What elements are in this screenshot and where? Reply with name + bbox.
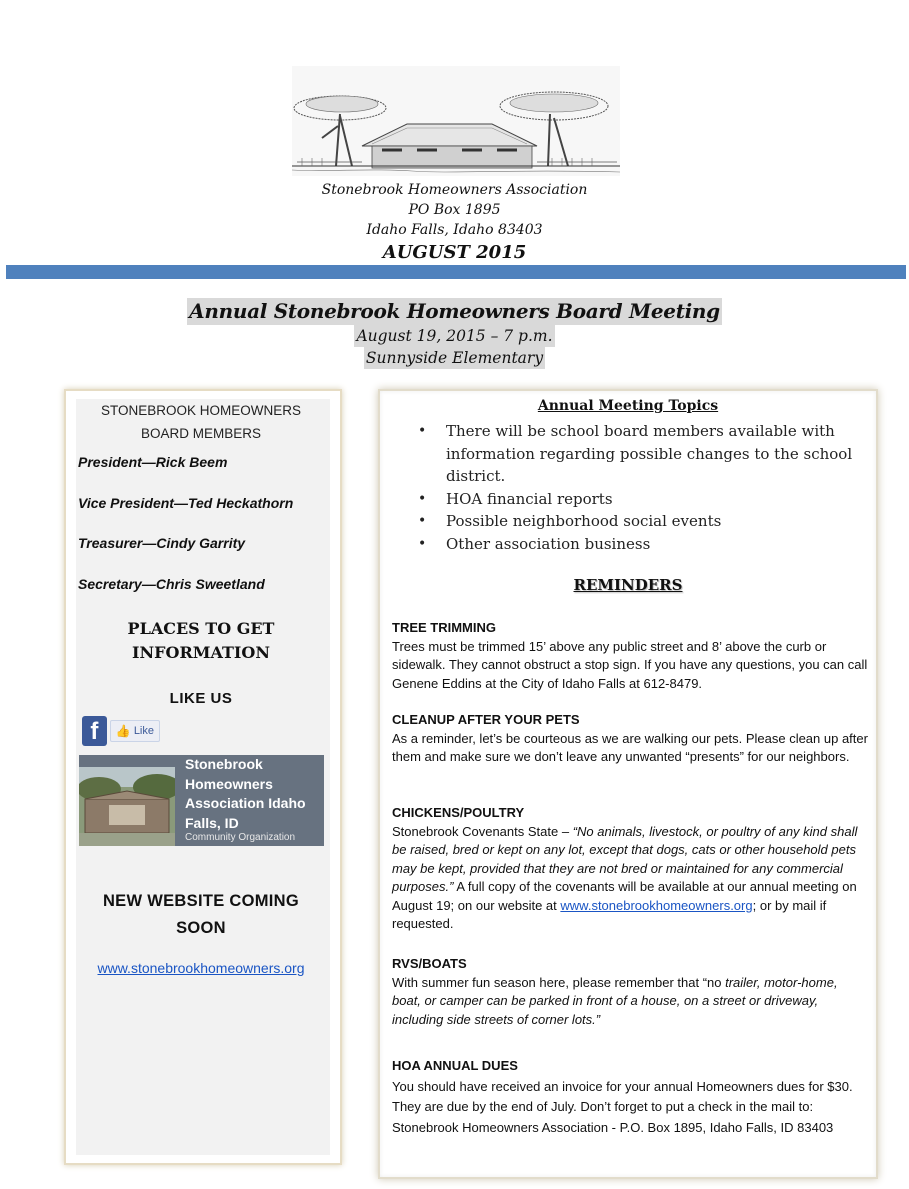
meeting-location: Sunnyside Elementary <box>365 349 544 367</box>
board-members-heading <box>78 399 324 445</box>
reminder-pets <box>392 711 868 767</box>
board-heading-line1: STONEBROOK HOMEOWNERS <box>100 403 302 418</box>
meeting-topics-heading: Annual Meeting Topics <box>537 398 719 414</box>
house-trees-sketch-icon <box>292 66 620 176</box>
facebook-page-category: Community Organization <box>185 832 296 843</box>
new-website-notice <box>78 888 324 942</box>
reminder-chickens <box>392 804 868 934</box>
facebook-like-widget[interactable] <box>82 716 160 746</box>
meeting-title: Annual Stonebrook Homeowners Board Meeting <box>189 299 720 323</box>
newsletter-header <box>0 180 909 266</box>
reminder-hoa-dues <box>392 1056 868 1138</box>
facebook-page-name[interactable]: Stonebrook Homeowners Association Idaho Falls, ID <box>185 756 306 831</box>
meeting-announcement <box>0 298 909 369</box>
website-link[interactable]: www.stonebrookhomeowners.org <box>97 960 305 976</box>
reminder-tree-trimming <box>392 619 868 693</box>
topic-item: • HOA financial reports <box>412 488 867 511</box>
reminder-body: You should have received an invoice for your annual Homeowners dues for $30. They are due by the end of July. Don’t forget to put a check in the mail to: Stonebrook Homeowners Association - P.O. Box 1895, Idaho Falls, ID 83403 <box>392 1078 853 1135</box>
reminders-heading: REMINDERS <box>573 576 683 594</box>
places-to-get-information-heading <box>78 617 324 665</box>
reminder-heading: RVS/BOATS <box>392 956 467 971</box>
reminder-intro: Stonebrook Covenants State – <box>392 823 573 839</box>
officer-vice-president: Vice President—Ted Heckathorn <box>78 495 294 511</box>
like-us-heading: LIKE US <box>169 690 233 707</box>
new-site-line1: NEW WEBSITE COMING <box>102 892 300 910</box>
facebook-icon: f <box>82 716 107 746</box>
reminder-heading: CLEANUP AFTER YOUR PETS <box>392 712 580 727</box>
officer-president: President—Rick Beem <box>78 454 228 470</box>
officer-secretary: Secretary—Chris Sweetland <box>78 576 265 592</box>
community-entrance-photo <box>79 767 175 846</box>
new-site-line2: SOON <box>176 919 226 937</box>
meeting-date: August 19, 2015 – 7 p.m. <box>356 327 553 345</box>
po-box: PO Box 1895 <box>408 202 501 218</box>
reminder-intro: With summer fun season here, please remember that “no <box>392 974 726 990</box>
reminder-rest: A full copy of the covenants will be available at our annual meeting on August 19; on our website at <box>392 879 857 913</box>
city-address: Idaho Falls, Idaho 83403 <box>366 222 543 238</box>
reminder-heading: CHICKENS/POULTRY <box>392 805 525 820</box>
covenants-website-link[interactable]: www.stonebrookhomeowners.org <box>560 897 753 913</box>
like-button[interactable] <box>110 720 160 742</box>
rv-rule-quote: trailer, motor-home, boat, or camper can be parked in front of a house, on a street or driveway, including side streets of corner lots.” <box>392 974 838 1027</box>
reminder-heading: HOA ANNUAL DUES <box>392 1058 518 1073</box>
officer-treasurer: Treasurer—Cindy Garrity <box>78 535 246 551</box>
reminder-heading: TREE TRIMMING <box>392 620 496 635</box>
association-logo-sketch <box>292 66 620 176</box>
topic-item: • Other association business <box>412 533 867 556</box>
meeting-topics-list <box>412 420 867 555</box>
reminder-end: ; or by mail if requested. <box>392 897 827 931</box>
org-name: Stonebrook Homeowners Association <box>321 182 588 198</box>
places-line2: INFORMATION <box>132 643 270 662</box>
reminder-body: As a reminder, let’s be courteous as we are walking our pets. Please clean up after them and make sure we don’t leave any unwanted “presents” for our neighbors. <box>392 730 868 764</box>
topic-item: • Possible neighborhood social events <box>412 510 867 533</box>
reminder-rvs-boats <box>392 955 868 1029</box>
reminder-body: Trees must be trimmed 15’ above any public street and 8’ above the curb or sidewalk. They cannot obstruct a stop sign. If you have any questions, you can call Genene Eddins at the City of Idaho Falls at 612-8479. <box>392 638 868 691</box>
covenant-quote: “No animals, livestock, or poultry of any kind shall be raised, bred or kept on any lot, except that dogs, cats or other household pets may be kept, provided that they are not bred or maintained for any commercial purposes.” <box>392 823 858 894</box>
topic-item: • There will be school board members available with information regarding possible changes to the school district. <box>412 420 867 488</box>
places-line1: PLACES TO GET <box>127 619 275 638</box>
facebook-page-card[interactable] <box>79 755 324 846</box>
header-divider-bar <box>6 265 906 279</box>
issue-month: AUGUST 2015 <box>382 242 527 263</box>
like-button-label: Like <box>133 725 154 737</box>
board-heading-line2: BOARD MEMBERS <box>140 426 262 441</box>
thumbs-up-icon: 👍 <box>115 724 131 738</box>
